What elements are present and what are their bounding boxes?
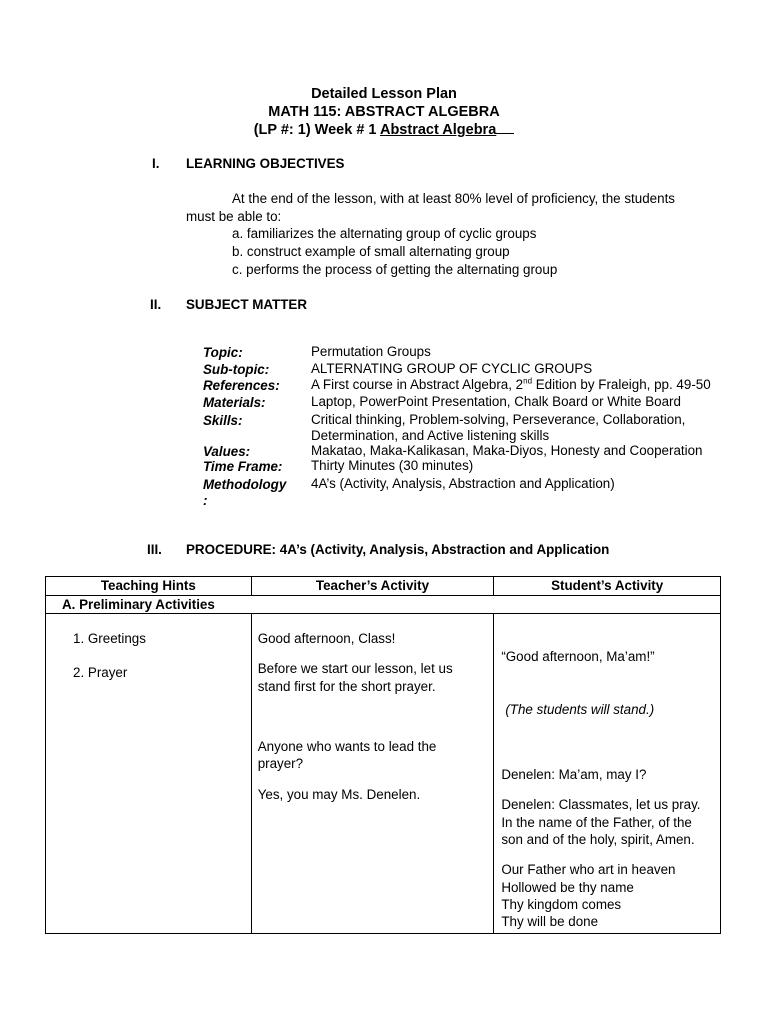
table-header-row xyxy=(46,577,721,596)
student-line: Hollowed be thy name xyxy=(501,880,634,896)
materials-label: Materials: xyxy=(203,395,266,410)
column-header-teacher-activity: Teacher’s Activity xyxy=(251,577,494,596)
timeframe-value: Thirty Minutes (30 minutes) xyxy=(311,458,474,473)
table-row xyxy=(46,596,721,614)
title-underline-blank xyxy=(496,121,514,134)
column-header-student-activity: Student’s Activity xyxy=(494,577,721,596)
references-label: References: xyxy=(203,378,280,393)
section-3-title: PROCEDURE: 4A’s (Activity, Analysis, Abstraction and Application xyxy=(186,542,610,557)
document-title xyxy=(0,86,768,140)
subtopic-value: ALTERNATING GROUP OF CYCLIC GROUPS xyxy=(311,361,593,376)
column-header-teaching-hints: Teaching Hints xyxy=(46,577,252,596)
section-1-title: LEARNING OBJECTIVES xyxy=(186,156,345,171)
materials-value: Laptop, PowerPoint Presentation, Chalk Board or White Board xyxy=(311,394,681,409)
skills-label: Skills: xyxy=(203,413,243,428)
student-line: (The students will stand.) xyxy=(505,702,655,718)
teacher-line: Before we start our lesson, let us xyxy=(257,661,453,677)
teacher-line: Anyone who wants to lead the xyxy=(257,739,437,755)
teacher-line: Yes, you may Ms. Denelen. xyxy=(257,787,421,803)
skills-line: Determination, and Active listening skills xyxy=(311,428,550,444)
references-text-end: Edition by Fraleigh, pp. 49-50 xyxy=(532,377,711,392)
hint-greetings: 1. Greetings xyxy=(73,631,146,647)
student-line: Thy kingdom comes xyxy=(501,897,622,913)
title-line-3-prefix: (LP #: 1) Week # 1 xyxy=(253,122,380,139)
title-line-3-topic: Abstract Algebra xyxy=(379,122,497,139)
teaching-hints-cell xyxy=(46,614,252,934)
section-3-number: III. xyxy=(147,542,162,557)
skills-value xyxy=(311,412,731,444)
student-line: Our Father who art in heaven xyxy=(501,862,676,878)
teacher-activity-cell xyxy=(251,614,494,934)
hint-prayer: 2. Prayer xyxy=(73,665,128,681)
methodology-label: Methodology xyxy=(203,477,287,492)
methodology-colon: : xyxy=(203,493,208,508)
timeframe-label: Time Frame: xyxy=(203,459,283,474)
references-value xyxy=(311,377,731,393)
skills-line: Critical thinking, Problem-solving, Perseverance, Collaboration, xyxy=(311,412,686,427)
objective-item: b. construct example of small alternating group xyxy=(232,243,510,259)
student-activity-cell xyxy=(494,614,721,934)
references-superscript: nd xyxy=(523,376,533,386)
subtopic-label: Sub-topic: xyxy=(203,362,270,377)
teacher-line: prayer? xyxy=(257,756,304,772)
student-line: Denelen: Classmates, let us pray. xyxy=(501,797,701,813)
teacher-line: stand first for the short prayer. xyxy=(257,679,436,695)
table-row xyxy=(46,614,721,934)
title-line-3 xyxy=(0,121,768,140)
student-line: In the name of the Father, of the xyxy=(501,815,692,831)
section-2-number: II. xyxy=(150,297,162,312)
section-1-number: I. xyxy=(152,156,160,171)
references-text: A First course in Abstract Algebra, 2 xyxy=(311,377,524,392)
section-2-title: SUBJECT MATTER xyxy=(186,297,308,312)
topic-value: Permutation Groups xyxy=(311,344,431,359)
title-line-1: Detailed Lesson Plan xyxy=(311,86,457,102)
objectives-list xyxy=(232,225,557,278)
teacher-line: Good afternoon, Class! xyxy=(257,631,396,647)
methodology-value: 4A’s (Activity, Analysis, Abstraction and Application) xyxy=(311,476,615,491)
values-value: Makatao, Maka-Kalikasan, Maka-Diyos, Honesty and Cooperation xyxy=(311,443,703,458)
student-line: “Good afternoon, Ma’am!” xyxy=(501,649,655,665)
values-label: Values: xyxy=(203,444,251,459)
topic-label: Topic: xyxy=(203,345,243,360)
objective-item: c. performs the process of getting the alternating group xyxy=(232,261,558,277)
student-line: Thy will be done xyxy=(501,914,599,930)
objectives-intro: At the end of the lesson, with at least 80% level of proficiency, the students must be able to: xyxy=(186,191,675,225)
procedure-table xyxy=(45,576,721,934)
objective-item: a. familiarizes the alternating group of cyclic groups xyxy=(232,226,537,241)
student-line: son and of the holy, spirit, Amen. xyxy=(501,832,695,848)
title-line-2: MATH 115: ABSTRACT ALGEBRA xyxy=(268,103,500,120)
student-line: Denelen: Ma’am, may I? xyxy=(501,767,647,783)
preliminary-activities-heading: A. Preliminary Activities xyxy=(46,596,721,614)
